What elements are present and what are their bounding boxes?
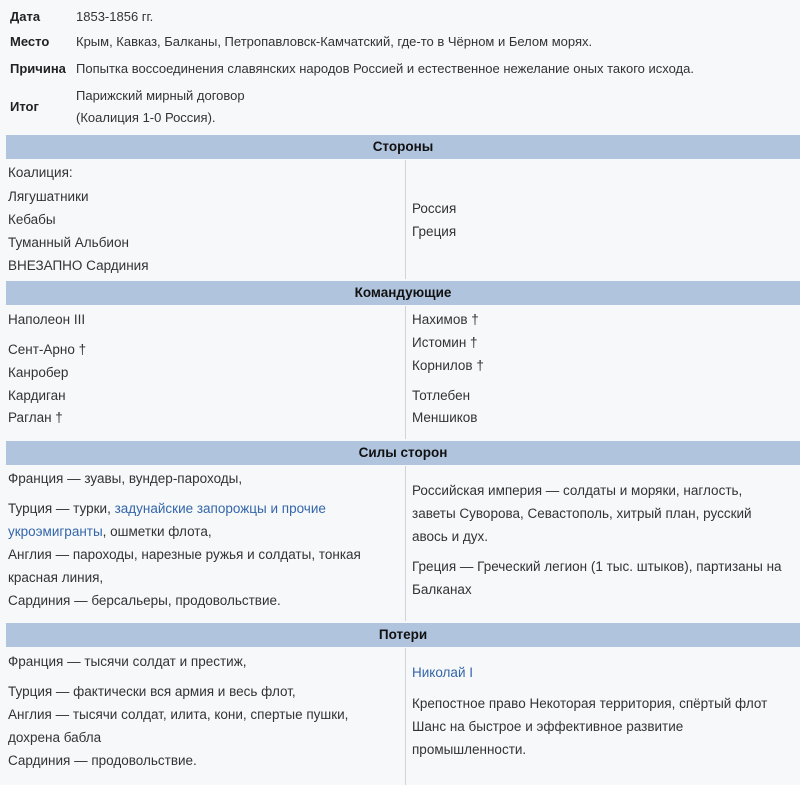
list-item: Россия	[412, 201, 457, 216]
column-divider	[405, 306, 406, 439]
list-item: красная линия,	[8, 570, 104, 585]
section-header-forces: Силы сторон	[6, 441, 800, 465]
list-item: Коалиция:	[8, 165, 73, 180]
column-divider	[405, 466, 406, 621]
commanders-right	[412, 306, 800, 439]
list-item: дохрена бабла	[8, 730, 102, 745]
list-item: Корнилов †	[412, 358, 484, 373]
info-label: Дата	[10, 9, 41, 24]
section-header-commanders: Командующие	[6, 281, 800, 305]
list-item: Канробер	[8, 365, 69, 380]
sides-left	[8, 160, 403, 279]
list-item: Англия — пароходы, нарезные ружья и солдаты, тонкая	[8, 547, 361, 562]
info-result	[0, 85, 800, 131]
list-item: Шанс на быстрое и эффективное развитие	[412, 719, 684, 734]
info-value: Попытка воссоединения славянских народов Россией и естественное нежелание оных такого исхода.	[76, 61, 694, 76]
list-item: Сардиния — продовольствие.	[8, 753, 197, 768]
forces-right	[412, 466, 800, 621]
list-item: Кардиган	[8, 388, 66, 403]
forces-left	[8, 466, 403, 621]
list-item	[8, 524, 212, 539]
list-item: Нахимов †	[412, 312, 479, 327]
list-item: заветы Суворова, Севастополь, хитрый план, русский	[412, 506, 752, 521]
forces-text: , ошметки флота,	[102, 524, 212, 539]
losses-left	[8, 648, 403, 785]
column-divider	[405, 160, 406, 279]
list-item: Крепостное право Некоторая территория, спёртый флот	[412, 696, 768, 711]
list-item: Меншиков	[412, 410, 478, 425]
info-value: Крым, Кавказ, Балканы, Петропавловск-Камчатский, где-то в Чёрном и Белом морях.	[76, 34, 593, 49]
list-item: Балканах	[412, 582, 472, 597]
list-item: Сент-Арно †	[8, 342, 87, 357]
info-label: Причина	[10, 61, 66, 76]
info-date	[0, 6, 800, 28]
forces-link[interactable]: задунайские запорожцы и прочие	[114, 501, 326, 516]
info-cause	[0, 58, 800, 80]
commanders-left	[8, 306, 403, 439]
info-place	[0, 31, 800, 53]
section-header-losses: Потери	[6, 623, 800, 647]
list-item: промышленности.	[412, 742, 527, 757]
losses-link[interactable]: Николай I	[412, 665, 473, 680]
info-value: 1853-1856 гг.	[76, 9, 154, 24]
list-item: Лягушатники	[8, 189, 89, 204]
list-item: Кебабы	[8, 212, 56, 227]
list-item: Российская империя — солдаты и моряки, наглость,	[412, 483, 743, 498]
section-header-sides: Стороны	[6, 135, 800, 159]
forces-link[interactable]: укроэмигранты	[8, 524, 103, 539]
list-item: Франция — тысячи солдат и престиж,	[8, 654, 247, 669]
list-item: Наполеон III	[8, 312, 86, 327]
list-item: ВНЕЗАПНО Сардиния	[8, 258, 149, 273]
list-item: Греция — Греческий легион (1 тыс. штыков), партизаны на	[412, 559, 782, 574]
list-item: Англия — тысячи солдат, илита, кони, спертые пушки,	[8, 707, 349, 722]
list-item: Турция — фактически вся армия и весь флот,	[8, 684, 296, 699]
list-item: авось и дух.	[412, 529, 488, 544]
list-item: Раглан †	[8, 410, 63, 425]
list-item: Греция	[412, 224, 457, 239]
info-label: Итог	[10, 99, 39, 114]
info-label: Место	[10, 34, 50, 49]
list-item: Сардиния — берсальеры, продовольствие.	[8, 593, 281, 608]
list-item: Франция — зуавы, вундер-пароходы,	[8, 471, 243, 486]
sides-right	[412, 160, 800, 279]
list-item: Истомин †	[412, 335, 478, 350]
forces-text: Турция — турки,	[8, 501, 115, 516]
losses-right	[412, 648, 800, 785]
list-item: Тотлебен	[412, 388, 471, 403]
list-item	[8, 501, 326, 516]
list-item: Туманный Альбион	[8, 235, 129, 250]
info-value: Парижский мирный договор	[76, 88, 245, 103]
column-divider	[405, 648, 406, 785]
info-value: (Коалиция 1-0 Россия).	[76, 110, 216, 125]
